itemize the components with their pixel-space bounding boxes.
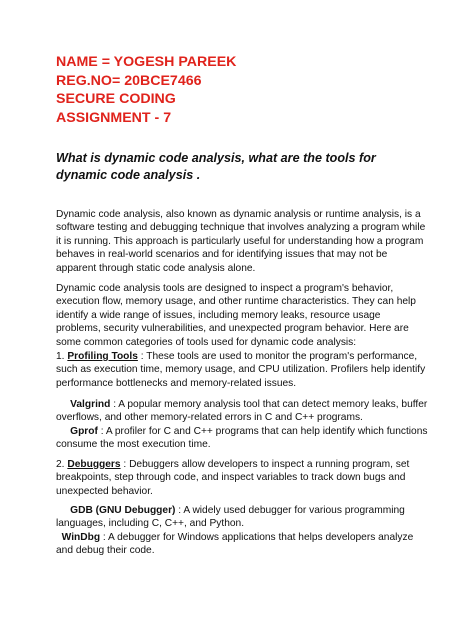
section-number: 1. (56, 351, 65, 362)
question-heading: What is dynamic code analysis, what are the tools for dynamic code analysis . (56, 151, 376, 182)
tool-name: GDB (GNU Debugger) (70, 505, 176, 516)
intro-paragraph: Dynamic code analysis, also known as dynamic analysis or runtime analysis, is a software testing and debugging technique that involves analyzing a program while it is running. This approach is particularly useful for understanding how a program behaves in real-world scenarios and for identifying issues that may not be apparent through static code analysis alone. (56, 209, 426, 274)
section-title: Debuggers (67, 459, 121, 470)
assignment-title: ASSIGNMENT - 7 (56, 109, 172, 126)
tool-windbg (56, 531, 428, 558)
tool-name: Valgrind (70, 399, 111, 410)
tool-description: : A debugger for Windows applications that helps developers analyze and debug their code. (56, 532, 414, 557)
tool-description: : A popular memory analysis tool that can detect memory leaks, buffer overflows, and other memory-related errors in C and C++ programs. (56, 399, 428, 424)
tool-gdb (56, 504, 428, 531)
section-number: 2. (56, 459, 65, 470)
course-title: SECURE CODING (56, 91, 176, 107)
tool-name: Gprof (70, 426, 98, 437)
registration-number: REG.NO= 20BCE7466 (56, 72, 202, 89)
tool-description: : A profiler for C and C++ programs that can help identify which functions consume the most execution time. (56, 426, 428, 451)
section-debuggers (56, 458, 428, 498)
student-header (56, 53, 236, 127)
tools-paragraph: Dynamic code analysis tools are designed to inspect a program's behavior, execution flow, memory usage, and other runtime characteristics. They can help identify a wide range of issues, including memory leaks, resource usage problems, security vulnerabilities, and unexpected program behavior. Here are some common categories of tools used for dynamic code analysis: (56, 283, 416, 348)
section-description: : These tools are used to monitor the program's performance, such as execution time, memory usage, and CPU utilization. Profilers help identify performance bottlenecks and memory-related issues. (56, 351, 426, 389)
tool-name: WinDbg (61, 532, 101, 543)
tool-gprof (56, 425, 428, 452)
tool-valgrind (56, 398, 434, 425)
section-title: Profiling Tools (67, 351, 138, 362)
section-description: : Debuggers allow developers to inspect a running program, set breakpoints, step through code, and inspect variables to track down bugs and unexpected behavior. (56, 459, 410, 497)
section-profiling-tools (56, 350, 428, 390)
student-name: NAME = YOGESH PAREEK (56, 54, 237, 70)
tool-description: : A widely used debugger for various programming languages, including C, C++, and Python. (56, 505, 405, 530)
